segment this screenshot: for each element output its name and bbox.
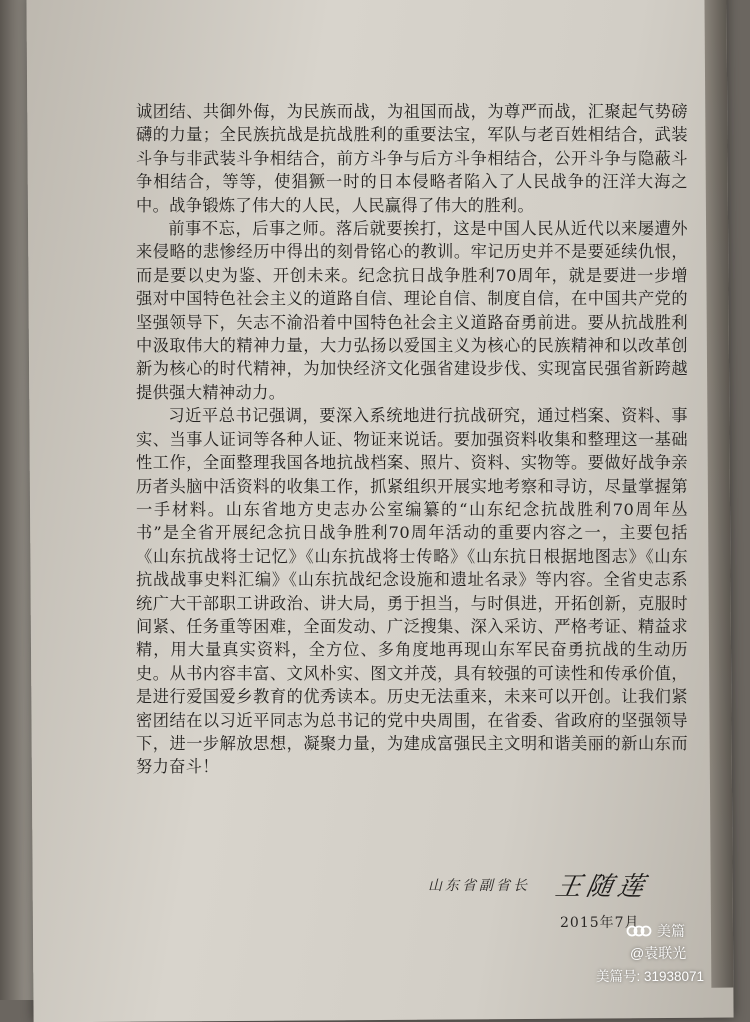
watermark-id: 美篇号: 31938071 xyxy=(596,969,705,984)
signatory-title: 山东省副省长 xyxy=(428,877,530,894)
meipian-watermark xyxy=(592,920,742,986)
paragraph-3: 习近平总书记强调，要深入系统地进行抗战研究，通过档案、资料、事实、当事人证词等各种人证、物证来说话。要加强资料收集和整理这一基础性工作，全面整理我国各地抗战档案、照片、资料、实物等。要做好战争亲历者头脑中活资料的收集工作，抓紧组织开展实地考察和寻访，尽量掌握第一手材料。山东省地方史志办公室编纂的“山东纪念抗战胜利70周年丛书”是全省开展纪念抗日战争胜利70周年活动的重要内容之一，主要包括《山东抗战将士记忆》《山东抗战将士传略》《山东抗日根据地图志》《山东抗战战事史料汇编》《山东抗战纪念设施和遗址名录》等内容。全省史志系统广大干部职工讲政治、讲大局，勇于担当，与时俱进，开拓创新，克服时间紧、任务重等困难，全面发动、广泛搜集、深入采访、严格考证、精益求精，用大量真实资料，全方位、多角度地再现山东军民奋勇抗战的生动历史。从书内容丰富、文风朴实、图文并茂，具有较强的可读性和传承价值，是进行爱国爱乡教育的优秀读本。历史无法重来，未来可以开创。让我们紧密团结在以习近平同志为总书记的党中央周围，在省委、省政府的坚强领导下，进一步解放思想，凝聚力量，为建成富强民主文明和谐美丽的新山东而努力奋斗！ xyxy=(136,406,688,777)
watermark-author: @袁联光 xyxy=(630,945,687,961)
paragraph-1: 诚团结、共御外侮，为民族而战，为祖国而战，为尊严而战，汇聚起气势磅礴的力量；全民族抗战是抗战胜利的重要法宝，军队与老百姓相结合，武装斗争与非武装斗争相结合，前方斗争与后方斗争相结合，公开斗争与隐蔽斗争相结合，等等，使猖獗一时的日本侵略者陷入了人民战争的汪洋大海之中。战争锻炼了伟大的人民，人民赢得了伟大的胜利。 xyxy=(136,102,688,215)
body-text xyxy=(136,100,688,779)
watermark-brand: 美篇 xyxy=(657,923,685,939)
meipian-logo-icon xyxy=(626,923,652,939)
watermark-brand-row xyxy=(592,920,742,942)
paragraph-2: 前事不忘，后事之师。落后就要挨打，这是中国人民从近代以来屡遭外来侵略的悲惨经历中得出的刻骨铭心的教训。牢记历史并不是要延续仇恨，而是要以史为鉴、开创未来。纪念抗日战争胜利70周年，就是要进一步增强对中国特色社会主义的道路自信、理论自信、制度自信，在中国共产党的坚强领导下，矢志不渝沿着中国特色社会主义道路奋勇前进。要从抗战胜利中汲取伟大的精神力量，大力弘扬以爱国主义为核心的民族精神和以改革创新为核心的时代精神，为加快经济文化强省建设步伐、实现富民强省新跨越提供强大精神动力。 xyxy=(136,219,688,402)
signature-block xyxy=(428,866,652,903)
signature-date: 2015年7月 xyxy=(560,915,640,931)
handwritten-signature: 王随莲 xyxy=(552,872,652,902)
page-edge-shadow xyxy=(704,0,733,988)
